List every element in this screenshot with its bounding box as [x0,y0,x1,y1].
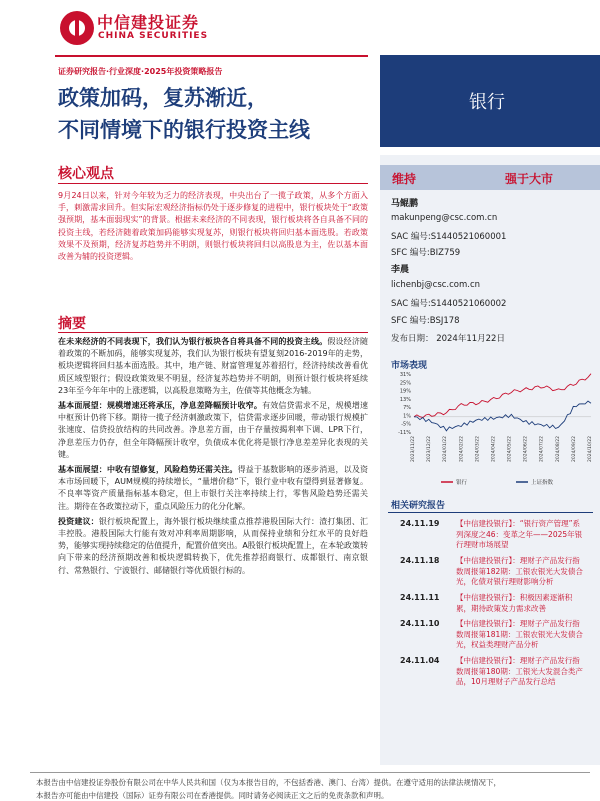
summary-paragraph [58,516,368,577]
y-tick-label: 31% [399,372,411,378]
summary-text: 有效信贷需求不足，规模增速中枢预计仍将下移。期待一揽子经济刺激政策下，信贷需求逐步回暖，带动银行规模扩张速度、信贷投放结构的共同改善。净息差方面，由于存量按揭利率下调、LPR下行，净息差压力仍存，但全年降幅预计收窄，负债成本优化将是银行净息差差异化表现的关键。 [58,401,369,459]
x-tick-label: 2024/04/22 [491,436,497,462]
x-tick-label: 2023/12/22 [427,436,433,462]
analyst-sac: SAC 编号:S1440521060001 [391,232,507,242]
y-tick-label: 1% [403,413,411,420]
series-line [414,374,591,418]
x-tick-label: 2024/07/22 [539,436,545,462]
summary-paragraph [58,464,368,513]
related-date: 24.11.18 [400,556,440,565]
x-tick-label: 2024/10/22 [588,436,593,462]
related-title[interactable]: 【中信建投银行】：理财子产品发行指数周报第182期：工银农银光大发债合光，化债对银行理财影响分析 [456,556,583,586]
core-view-text: 9月24日以来，针对今年较为乏力的经济表现，中央出台了一揽子政策，从多个方面入手，刺激需求回升。但实际宏观经济指标仍处于逐步修复的进程中，银行板块处于“政策强预期，基本面弱现实”的背景。根据未来经济的不同表现，银行板块将各自具备不同的投资主线，若经济随着政策加码能够实现复苏，则银行板块将回归基本面选股。若政策效果不及预期，经济复苏趋势并不明朗，则银行板块将回归以高股息为主，佐以基本面改善为辅的投资逻辑。 [58,191,368,262]
company-logo-icon [60,11,94,45]
market-performance-chart [386,370,596,488]
summary-heading: 摘要 [58,316,86,332]
y-tick-label: 13% [399,396,411,403]
summary-lead: 在未来经济的不同表现下，我们认为银行板块各自将具备不同的投资主线。 [58,337,328,346]
report-title-line1: 政策加码，复苏渐近， [58,86,268,110]
analyst-sfc: SFC 编号:BIZ759 [391,248,461,258]
x-tick-label: 2024/03/22 [475,436,481,462]
publish-date: 发布日期： 2024年11月22日 [391,334,505,344]
footer-rule [30,772,590,773]
summary-text: 假设经济随着政策的不断加码，能够实现复苏，我们认为银行板块有望复刻2016-2019年的走势，板块逻辑将回归基本面选股。其中，地产链、财富管理复苏着招行，经济持续改善看优质区域型银行；假设政策效果不明显，经济复苏趋势并不明朗，则预计银行板块将延续23年至今年年中的上涨逻辑，以高股息策略为主，佐债等其他概念为辅。 [58,337,369,395]
series-line [414,401,591,431]
summary-text: 得益于基数影响的逐步消退，以及资本市场回暖下，AUM规模的持续增长，“量增价稳”下，银行业中收有望得到显著修复。不良率等资产质量指标基本稳定，但上市银行关注率持续上行，零售风险趋势还需关注。期待在各政策拉动下，重点风险压力的化分化解。 [58,465,369,511]
x-tick-label: 2024/06/22 [523,436,529,462]
sector-banner [380,55,600,147]
x-tick-label: 2024/09/22 [571,436,577,462]
related-date: 24.11.04 [400,656,440,665]
rating-value: 强于大市 [505,172,554,186]
legend-label: 银行 [456,480,468,486]
report-title-line2: 不同情境下的银行投资主线 [58,118,310,142]
related-research-rule [388,512,593,513]
analyst-email[interactable]: makunpeng@csc.com.cn [391,213,498,223]
related-title[interactable]: 【中信建投银行】：理财子产品发行指数周报第180期：工银光大发混合类产品，10月理财子产品发行总结 [456,656,583,686]
legend-label: 上证指数 [531,480,554,486]
footer-disclaimer-line1: 本报告由中信建投证券股份有限公司在中华人民共和国（仅为本报告目的，不包括香港、澳门、台湾）提供。在遵守适用的法律法规情况下， [36,778,501,787]
related-date: 24.11.10 [400,619,440,628]
header-rule [55,55,368,57]
y-tick-label: 19% [399,388,411,395]
brand-name-cn: 中信建投证券 [97,13,200,32]
x-tick-label: 2024/08/22 [555,436,561,462]
summary-text: 银行板块配置上，海外银行板块继续重点推荐港股国际大行：渣打集团、汇丰控股。港股国际大行能有效对冲利率周期影响，从而保持业绩和分红水平的良好趋势，能够实现持续稳定的估值提升，配置价值突出。A股银行板块配置上，在本轮政策转向下带来的经济预期改善和板块逻辑转换下，优先推荐招商银行、成都银行、南京银行、常熟银行、宁波银行、邮储银行等优质银行标的。 [58,516,368,575]
related-title[interactable]: 【中信建投银行】：理财子产品发行指数周报第181期：工银农银光大发债合光，权益类理财产品分析 [456,619,583,649]
summary-body [58,336,368,580]
sector-label: 银行 [469,92,505,113]
analyst-sac: SAC 编号:S1440521060002 [391,299,507,309]
y-tick-label: -11% [398,430,411,436]
analyst-name: 马鲲鹏 [391,199,419,209]
analyst-sfc: SFC 编号:BSJ178 [391,316,460,326]
brand-name-en: CHINA SECURITIES [98,31,209,41]
y-tick-label: 25% [399,380,411,387]
x-tick-label: 2024/01/22 [443,436,449,462]
summary-paragraph [58,336,368,397]
summary-rule [58,332,368,333]
x-tick-label: 2023/11/22 [411,436,416,462]
core-view-rule [58,183,368,184]
footer-disclaimer-line2: 本报告亦可能由中信建投（国际）证券有限公司在香港提供。同时请务必阅读正文之后的免责条款和声明。 [36,791,389,800]
related-title[interactable]: 【中信建投银行】：积极因素逐渐积累，期待政策发力需求改善 [456,593,573,613]
core-view-heading: 核心观点 [58,166,114,182]
rating-action: 维持 [392,172,417,186]
x-tick-label: 2024/02/22 [459,436,465,462]
summary-paragraph [58,400,368,461]
summary-lead: 基本面展望：中收有望修复，风险趋势还需关注。 [58,465,238,475]
y-tick-label: 7% [403,405,411,412]
market-performance-title: 市场表现 [391,361,428,371]
analyst-email[interactable]: lichenbj@csc.com.cn [391,280,481,290]
related-date: 24.11.19 [400,519,440,528]
x-tick-label: 2024/05/22 [507,436,513,462]
related-title[interactable]: 【中信建投银行】：“银行资产管理”系列深度之46：变革之年——2025年银行理财市场展望 [456,519,583,549]
summary-lead: 投资建议： [58,516,99,526]
report-kicker: 证券研究报告·行业深度·2025年投资策略报告 [58,67,223,76]
analyst-name: 李晨 [391,265,410,275]
related-research-title: 相关研究报告 [391,501,446,511]
related-date: 24.11.11 [400,593,440,602]
summary-lead: 基本面展望：规模增速还将承压，净息差降幅预计收窄。 [58,401,263,411]
y-tick-label: -5% [401,421,411,428]
